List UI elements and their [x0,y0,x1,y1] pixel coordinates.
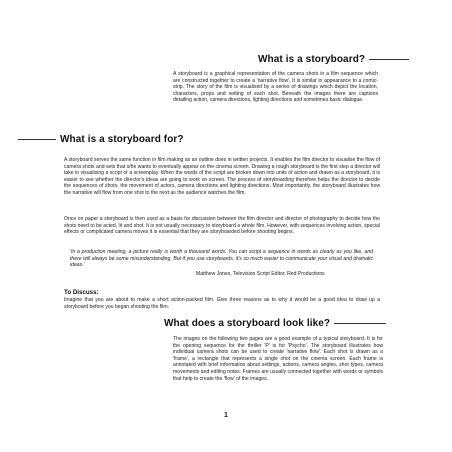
to-discuss-heading: To Discuss: [64,289,99,296]
heading-rule [18,139,56,140]
quote-attribution: Matthew Jones, Television Script Editor, Red Productions [196,271,325,277]
heading-what-is-a-storyboard [258,54,409,65]
section-title: What is a storyboard? [258,54,366,65]
to-discuss-body: Imagine that you are about to make a short action-packed film. Give three reasons as to why it would be a good idea to draw up a storyboard before you began shooting the film. [64,297,380,310]
section3-body: The images on the following two pages are a good example of a typical storyboard. It is for the opening sequence for the thriller 'P' is for 'Psycho'. The storyboard illustrates how individual camera shots can be used to create 'narrative flow'. Each shot is drawn as a 'frame', a rectangle that represents a single shot on the cinema screen. Each frame is annotated with brief information about settings, actions, camera angles, shot types, camera movements and editing notes. Frames are usually connected together with words or symbols that help to create the 'flow' of the images. [173,336,383,382]
heading-rule [334,323,386,324]
section1-body: A storyboard is a graphical representation of the camera shots in a film sequence which are constructed together to create a 'narrative flow'. It is similar in appearance to a comic-strip. The story of the film is visualised by a series of drawings which depict the location, characters, props and setting of each shot. Beneath the images there are captions detailing action, camera directions, lighting directions and sometimes basic dialogue. [173,71,378,104]
section2-paragraph-1: A storyboard serves the same function in film making as an outline does in written projects. It enables the film director to visualise the flow of camera shots and sets that s/he wants to eventually appear on the cinema screen. Drawing a rough storyboard is the first step a director will take in visualising a script or a screenplay. When the words of the script are broken down into units of action and drawn as a storyboard, it is easier to see whether the director's ideas are going to work on screen. The process of storyboarding therefore helps the director to decide the sequences of shots, the movement of actors, camera directions and lighting directions. Most importantly, the storyboard illustrates how the narrative will flow from one shot to the next as the audience watches the film. [64,157,380,196]
heading-what-is-a-storyboard-for [18,134,184,145]
heading-what-does-a-storyboard-look-like [164,318,386,329]
section-title: What does a storyboard look like? [164,318,331,329]
page-number: 1 [224,412,228,419]
heading-rule [369,59,409,60]
section-title: What is a storyboard for? [60,134,184,145]
section2-paragraph-2: Once on paper a storyboard is then used as a basis for discussion between the film director and director of photography to decide how the shots need to be acted, lit and shot. It is not usually necessary to storyboard a whole film. However, with sequences involving action, special effects or complicated camera moves it is essential that they are storyboarded before shooting begins. [64,216,380,236]
section2-quote: 'In a production meeting, a picture really is worth a thousand words. You can script a sequence in words as clearly as you like, and there will always be some misunderstanding. But if you use storyboards, it's so much easier to communicate your visual and dramatic ideas.' [70,249,373,269]
